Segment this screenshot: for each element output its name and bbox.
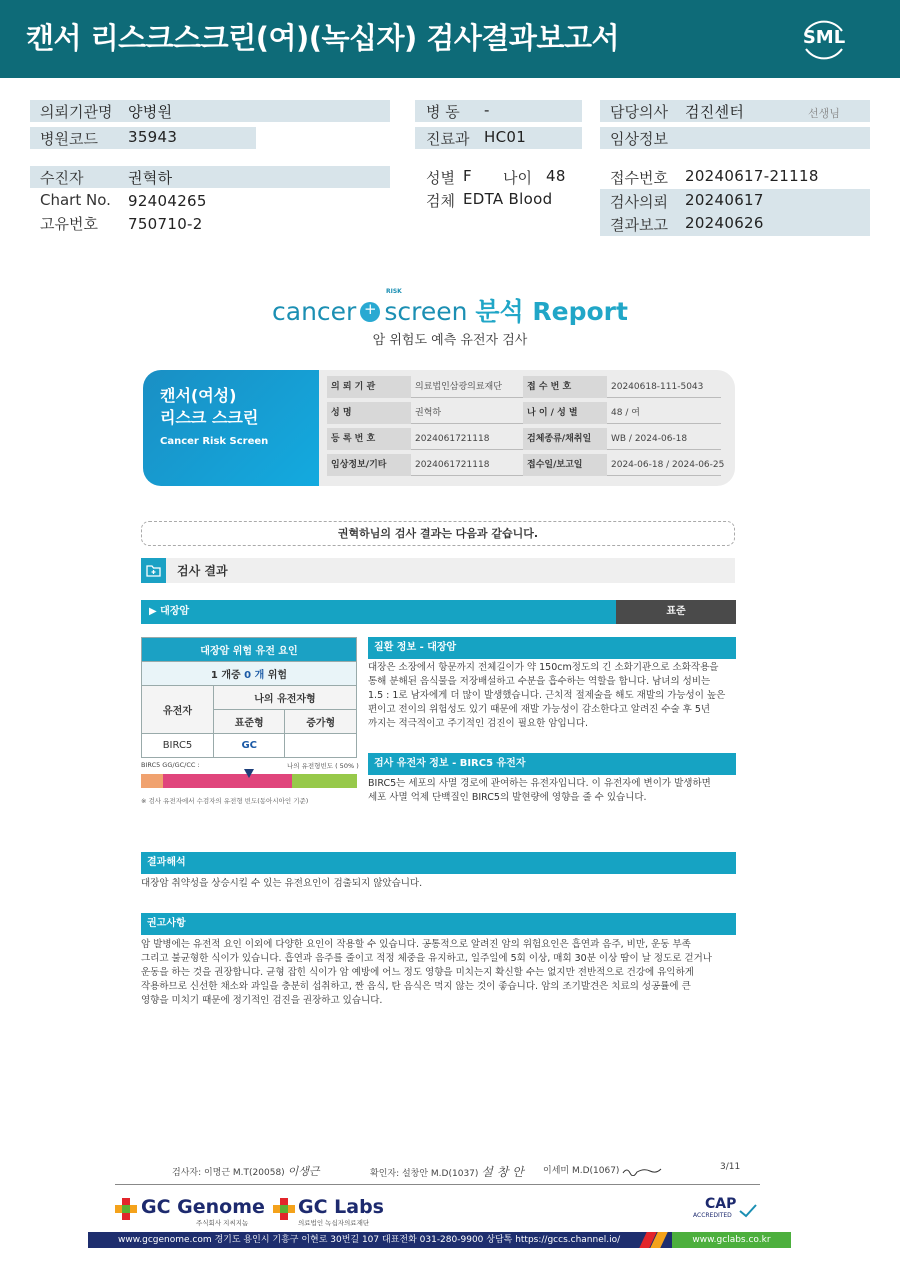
- page-number: 3/11: [720, 1162, 741, 1172]
- request-value: 20240617: [685, 191, 764, 209]
- examiner-sig: 이생근: [287, 1165, 320, 1178]
- gc-labs-sub: 의료법인 녹십자의료재단: [298, 1219, 370, 1227]
- examiner-name: 검사자: 이명근 M.T(20058): [172, 1168, 285, 1178]
- gclabs-url: www.gclabs.co.kr: [672, 1232, 791, 1248]
- report-value: 20240626: [685, 214, 764, 232]
- gene-risk-table: [141, 637, 357, 758]
- gc-labs-cross-icon: [273, 1198, 295, 1220]
- text-line: 대장은 소장에서 항문까지 전체길이가 약 150cm정도의 긴 소화기관으로 소화작용을: [368, 662, 719, 673]
- institution-label: 의뢰기관명: [40, 103, 113, 121]
- address-text: www.gcgenome.com 경기도 용인시 기흥구 이현로 30번길 107 대표전화 031-280-9900 상담톡 https://gccs.channel.io/: [118, 1235, 621, 1245]
- uid-value: 750710-2: [128, 215, 203, 233]
- text-line: 편이고 전이의 위험성도 있기 때문에 재발 가능성이 감소한다고 알려진 수술 후 5년: [368, 704, 711, 715]
- dept-value: HC01: [484, 128, 527, 146]
- institution-value: 양병원: [128, 103, 173, 121]
- interpretation-title: 결과해석: [141, 852, 736, 874]
- disease-info-title: 질환 정보 - 대장암: [368, 637, 736, 659]
- receipt-value: 20240617-21118: [685, 167, 819, 185]
- text-line: 암 발병에는 유전적 요인 이외에 다양한 요인이 작용할 수 있습니다. 공통적으로 알려진 암의 위험요인은 흡연과 음주, 비만, 운동 부족: [141, 939, 691, 950]
- card-row-key: 등 록 번 호: [327, 428, 411, 450]
- gc-genome-sub: 주식회사 지씨지놈: [196, 1219, 249, 1227]
- text-line: 그리고 불균형한 식이가 있습니다. 흡연과 음주를 줄이고 적정 체중을 유지하고, 일주일에 5회 이상, 매회 30분 이상 땀이 날 정도로 걷거나: [141, 953, 712, 964]
- hospital-code-value: 35943: [128, 128, 178, 146]
- card-row: [327, 428, 721, 450]
- dept-label: 진료과: [426, 130, 470, 148]
- doctor-value: 검진센터: [685, 103, 745, 121]
- text-line: BIRC5는 세포의 사멸 경로에 관여하는 유전자입니다. 이 유전자에 변이가 발생하면: [368, 778, 711, 789]
- card-row-key: 성 명: [327, 402, 411, 424]
- confirmer-signature: [370, 1163, 524, 1180]
- card-row: [327, 376, 721, 398]
- request-label: 검사의뢰: [610, 193, 668, 211]
- gene-info-text: [368, 777, 738, 805]
- confirmer-sig: 설 창 안: [481, 1165, 524, 1179]
- gene-info-title: 검사 유전자 정보 - BIRC5 유전자: [368, 753, 736, 775]
- cap-sub: ACCREDITED: [693, 1212, 732, 1219]
- count-value: 0 개: [244, 670, 265, 681]
- uid-label: 고유번호: [40, 215, 98, 233]
- checkmark-icon: [739, 1204, 757, 1218]
- footer-divider: [115, 1184, 760, 1185]
- gene-header: 유전자: [142, 686, 214, 734]
- report-header: [0, 0, 900, 78]
- sml-logo: [798, 13, 850, 65]
- brand-subtitle: 암 위험도 예측 유전자 검사: [372, 333, 528, 348]
- summary-sentence: 권혁하님의 검사 결과는 다음과 같습니다.: [141, 521, 735, 546]
- card-row-value: WB / 2024-06-18: [611, 434, 688, 444]
- card-row-key: 의 뢰 기 관: [327, 376, 411, 398]
- doctor-label: 담당의사: [610, 103, 668, 121]
- card-row-key: 접 수 번 호: [523, 376, 607, 398]
- card-title: [160, 385, 258, 429]
- receipt-label: 접수번호: [610, 169, 668, 187]
- genotype-header: 나의 유전자형: [214, 686, 357, 710]
- chart-value: 92404265: [128, 192, 207, 210]
- text-line: 1.5 : 1로 남자에게 더 많이 발생했습니다. 근치적 절제술을 해도 재발의 가능성이 높은: [368, 690, 726, 701]
- specimen-value: EDTA Blood: [463, 190, 553, 208]
- examiner-signature: [172, 1163, 319, 1179]
- report-title: 캔서 리스크스크린(여)(녹십자) 검사결과보고서: [26, 21, 619, 55]
- recommendation-text: [141, 938, 741, 1008]
- scale-right-label: 나의 유전형빈도 ( 50% ): [287, 762, 359, 770]
- standard-header: 표준형: [214, 710, 285, 734]
- age-value: 48: [546, 167, 566, 185]
- count-prefix: 1 개중: [210, 670, 241, 681]
- second-signer-name: 이세미 M.D(1067): [543, 1166, 620, 1176]
- text-line: 세포 사멸 억제 단백질인 BIRC5의 발현량에 영향을 줄 수 있습니다.: [368, 792, 647, 803]
- chart-label: Chart No.: [40, 191, 111, 209]
- scale-footnote: ※ 검사 유전자에서 수검자의 유전형 빈도(동아시아인 기준): [141, 797, 309, 805]
- disease-info-text: [368, 661, 738, 731]
- clinical-label: 임상정보: [610, 130, 668, 148]
- card-title-line2: 리스크 스크린: [160, 408, 259, 427]
- card-english: Cancer Risk Screen: [160, 436, 269, 447]
- card-row-value: 2024061721118: [415, 434, 490, 444]
- scale-segment: [163, 774, 293, 788]
- card-title-panel: [143, 370, 319, 486]
- risk-badge-icon: [360, 302, 380, 322]
- scale-segment: [141, 774, 163, 788]
- card-title-line1: 캔서(여성): [160, 386, 237, 405]
- text-line: 운동을 하는 것을 권장합니다. 균형 잡힌 식이가 암 예방에 어느 정도 영향을 미치는지 확신할 수는 없지만 전반적으로 건강에 유익하게: [141, 967, 694, 978]
- name-value: 권혁하: [128, 169, 173, 187]
- card-row: [327, 402, 721, 424]
- card-row: [327, 454, 725, 476]
- brand-screen: screen: [384, 297, 468, 326]
- card-row-value: 2024061721118: [415, 460, 490, 470]
- gene-name: BIRC5: [142, 734, 214, 758]
- sex-value: F: [463, 167, 472, 185]
- scale-segment: [292, 774, 357, 788]
- cancer-type-bar: ▶ 대장암: [141, 600, 616, 624]
- section-title: 검사 결과: [177, 564, 228, 578]
- recommendation-title: 권고사항: [141, 913, 736, 935]
- brand-risk: RISK: [386, 288, 402, 295]
- summary-card: [143, 370, 735, 486]
- card-row-value: 48 / 여: [611, 408, 640, 418]
- section-header: [141, 558, 735, 583]
- count-suffix: 위험: [267, 670, 288, 681]
- ward-value: -: [484, 101, 490, 119]
- my-genotype-marker-icon: [244, 769, 254, 778]
- text-line: 통해 분해된 음식물을 저장배설하고 수분을 흡수하는 역할을 합니다. 남녀의 성비는: [368, 676, 711, 687]
- sml-logo-text: SML: [802, 27, 846, 48]
- card-row-key: 접수일/보고일: [523, 454, 607, 476]
- cancer-screen-brand: [0, 292, 900, 328]
- interpretation-text: 대장암 취약성을 상승시킬 수 있는 유전요인이 검출되지 않았습니다.: [141, 878, 423, 889]
- age-label: 나이: [503, 169, 532, 187]
- gc-cross-icon: [115, 1198, 137, 1220]
- card-row-key: 검체종류/채취일: [523, 428, 607, 450]
- card-row-value: 권혁하: [415, 408, 442, 418]
- gc-labs-logo: GC Labs: [298, 1196, 384, 1218]
- doctor-suffix: 선생님: [808, 107, 840, 120]
- risk-status-badge: 표준: [616, 600, 736, 624]
- scale-left-label: BIRC5 GG/GC/CC :: [141, 761, 200, 769]
- second-signer: [543, 1163, 662, 1176]
- hospital-code-label: 병원코드: [40, 130, 98, 148]
- gene-table-title: 대장암 위험 유전 요인: [142, 638, 357, 662]
- standard-value: GC: [214, 734, 285, 758]
- folder-plus-icon: [141, 558, 166, 583]
- card-row-value: 2024-06-18 / 2024-06-25: [611, 460, 725, 470]
- brand-report: 분석 Report: [475, 297, 628, 326]
- gene-risk-count: [142, 662, 357, 686]
- ward-label: 병 동: [426, 103, 460, 121]
- cap-text: CAP: [705, 1196, 737, 1212]
- gc-genome-logo: GC Genome: [141, 1196, 265, 1218]
- text-line: 까지는 적극적이고 주기적인 검진이 필요한 암입니다.: [368, 718, 589, 729]
- confirmer-name: 확인자: 설창안 M.D(1037): [370, 1169, 479, 1179]
- card-row-value: 의료법인삼광의료재단: [415, 382, 502, 392]
- name-bar: [30, 166, 390, 188]
- report-label: 결과보고: [610, 216, 668, 234]
- brand-cancer: cancer: [272, 297, 357, 326]
- signature-scribble-icon: [622, 1166, 662, 1176]
- text-line: 작용하므로 신선한 채소와 과일을 충분히 섭취하고, 짠 음식, 탄 음식은 먹지 않는 것이 좋습니다. 암의 조기발견은 치료의 성공률에 큰: [141, 981, 691, 992]
- card-row-key: 나 이 / 성 별: [523, 402, 607, 424]
- increased-header: 증가형: [285, 710, 357, 734]
- increased-value: [285, 734, 357, 758]
- text-line: 영향을 미치기 때문에 정기적인 검진을 권장하고 있습니다.: [141, 995, 383, 1006]
- cap-accredited-logo: [693, 1196, 763, 1224]
- card-row-key: 임상정보/기타: [327, 454, 411, 476]
- card-row-value: 20240618-111-5043: [611, 382, 704, 392]
- name-label: 수진자: [40, 169, 84, 187]
- specimen-label: 검체: [426, 192, 455, 210]
- sex-label: 성별: [426, 169, 455, 187]
